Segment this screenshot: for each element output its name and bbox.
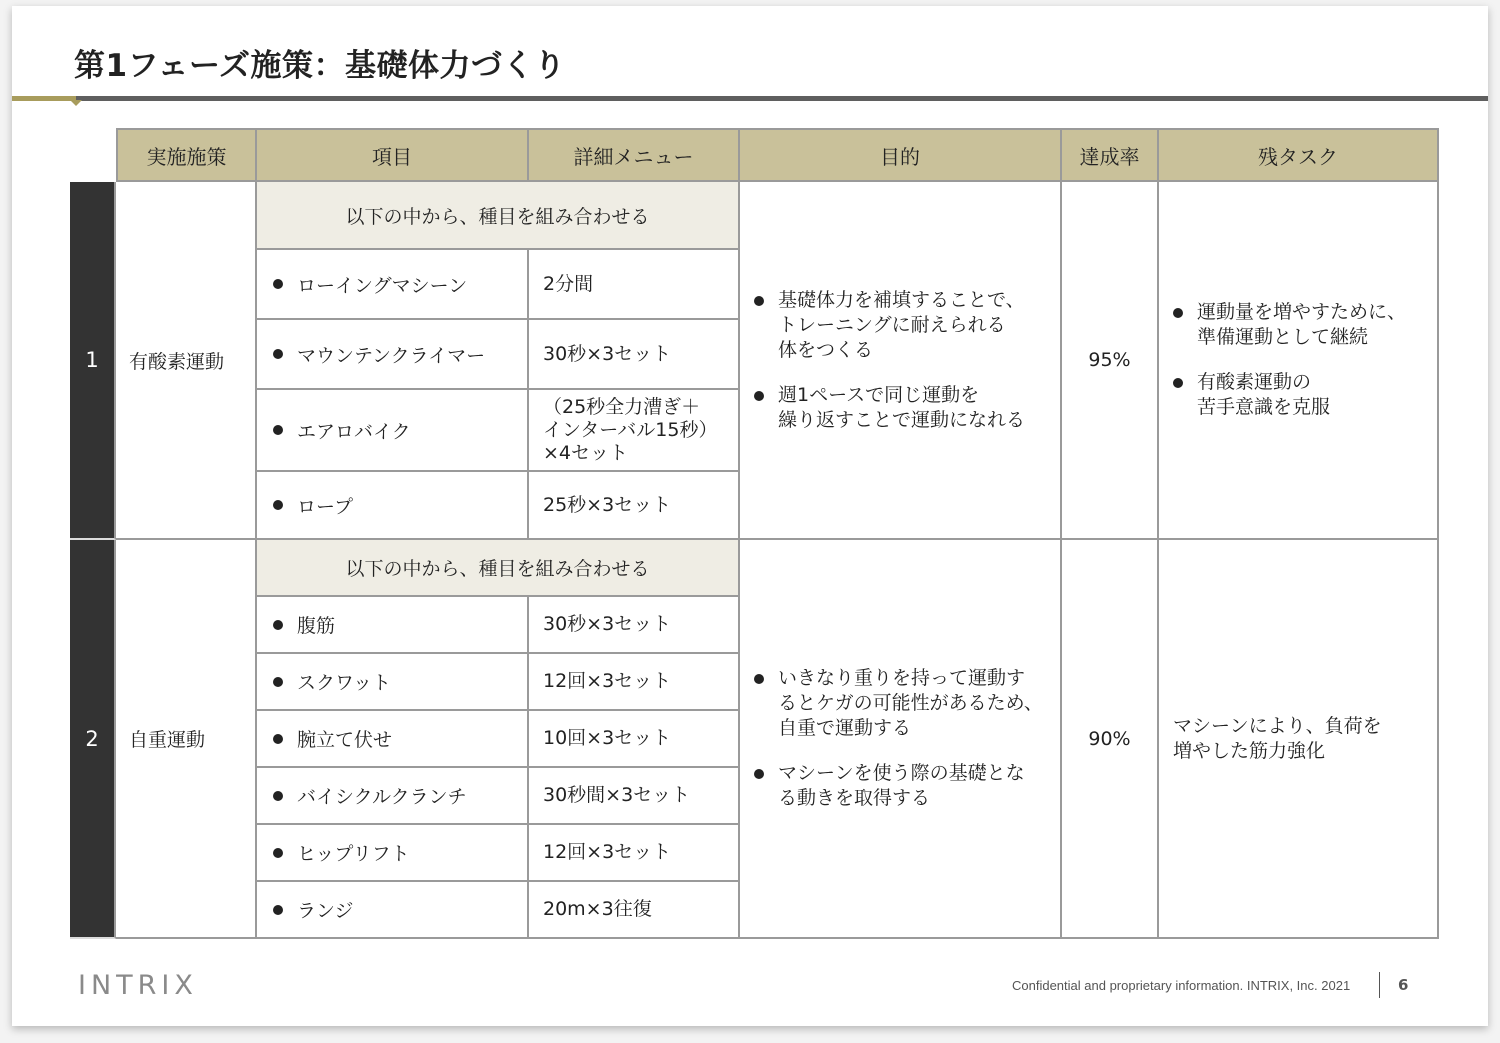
list-item: [257, 768, 529, 825]
header-item: 項目: [257, 128, 529, 182]
bullet-icon: [273, 500, 283, 510]
bullet-icon: [273, 425, 283, 435]
achievement-rate: 90%: [1062, 540, 1159, 939]
task-text: マシーンにより、負荷を 増やした筋力強化: [1159, 540, 1439, 939]
header-measure: 実施施策: [116, 128, 257, 182]
item-label: マウンテンクライマー: [297, 344, 486, 367]
item-detail: 25秒×3セット: [529, 472, 740, 540]
header-detail-menu: 詳細メニュー: [529, 128, 740, 182]
purpose-item: [754, 666, 1043, 741]
page-title: 第1フェーズ施策：基礎体力づくり: [74, 48, 566, 84]
title-rule-accent: [12, 96, 76, 101]
item-label: ローイングマシーン: [297, 274, 468, 297]
purpose-item: [754, 383, 1025, 433]
item-detail: 30秒×3セット: [529, 597, 740, 654]
list-item: [257, 825, 529, 882]
bullet-icon: [273, 734, 283, 744]
item-detail: 2分間: [529, 250, 740, 320]
header-purpose: 目的: [740, 128, 1062, 182]
title-rule-notch: [70, 100, 82, 106]
list-item: [257, 654, 529, 711]
bullet-icon: [273, 905, 283, 915]
header-remaining-tasks: 残タスク: [1159, 128, 1439, 182]
purpose-list: [740, 540, 1062, 939]
title-rule: [76, 96, 1488, 101]
purpose-text: 週1ペースで同じ運動を 繰り返すことで運動になれる: [778, 383, 1026, 431]
task-list: [1159, 182, 1439, 540]
purpose-item: [754, 288, 1025, 363]
item-label: 腕立て伏せ: [297, 729, 393, 751]
bullet-icon: [754, 674, 764, 684]
list-item: [257, 711, 529, 768]
list-item: [257, 597, 529, 654]
confidential-note: Confidential and proprietary information. INTRIX, Inc. 2021: [1012, 978, 1351, 993]
bullet-icon: [754, 769, 764, 779]
list-item: [257, 472, 529, 540]
item-detail: （25秒全力漕ぎ＋ インターバル15秒） ×4セット: [529, 390, 740, 472]
purpose-text: いきなり重りを持って運動す るとケガの可能性があるため、 自重で運動する: [778, 667, 1043, 739]
item-detail: 30秒間×3セット: [529, 768, 740, 825]
bullet-icon: [1173, 308, 1183, 318]
row-number: 1: [70, 182, 116, 540]
page-number: 6: [1398, 976, 1409, 994]
purpose-text: 基礎体力を補填することで、 トレーニングに耐えられる 体をつくる: [778, 288, 1025, 361]
item-label: スクワット: [297, 672, 392, 694]
bullet-icon: [754, 391, 764, 401]
sub-header: 以下の中から、種目を組み合わせる: [257, 182, 740, 250]
task-item: [1173, 300, 1406, 350]
bullet-icon: [273, 620, 283, 630]
item-detail: 12回×3セット: [529, 825, 740, 882]
purpose-list: [740, 182, 1062, 540]
item-detail: 30秒×3セット: [529, 320, 740, 390]
list-item: [257, 390, 529, 472]
row-number: 2: [70, 540, 116, 939]
plan-table: [70, 128, 1442, 942]
item-label: エアロバイク: [297, 420, 411, 443]
purpose-text: マシーンを使う際の基礎とな る動きを取得する: [778, 762, 1025, 809]
item-label: ランジ: [297, 900, 354, 922]
header-blank: [70, 128, 116, 182]
item-label: バイシクルクランチ: [297, 786, 467, 808]
item-detail: 20m×3往復: [529, 882, 740, 939]
slide: [12, 6, 1488, 1026]
bullet-icon: [273, 677, 283, 687]
achievement-rate: 95%: [1062, 182, 1159, 540]
bullet-icon: [273, 279, 283, 289]
item-detail: 10回×3セット: [529, 711, 740, 768]
task-text: 運動量を増やすために、 準備運動として継続: [1197, 301, 1407, 348]
task-item: [1173, 370, 1330, 420]
bullet-icon: [273, 791, 283, 801]
task-text: 有酸素運動の 苦手意識を克服: [1197, 371, 1331, 418]
measure-name: 有酸素運動: [116, 182, 257, 540]
bullet-icon: [273, 848, 283, 858]
footer-divider: [1379, 972, 1380, 998]
item-label: ロープ: [297, 495, 354, 518]
list-item: [257, 882, 529, 939]
sub-header: 以下の中から、種目を組み合わせる: [257, 540, 740, 597]
list-item: [257, 250, 529, 320]
list-item: [257, 320, 529, 390]
measure-name: 自重運動: [116, 540, 257, 939]
item-label: ヒップリフト: [297, 843, 410, 865]
item-label: 腹筋: [297, 615, 336, 637]
item-detail: 12回×3セット: [529, 654, 740, 711]
bullet-icon: [754, 296, 764, 306]
purpose-item: [754, 761, 1025, 811]
bullet-icon: [273, 349, 283, 359]
bullet-icon: [1173, 378, 1183, 388]
company-logo: INTRIX: [78, 970, 198, 1001]
header-rate: 達成率: [1062, 128, 1159, 182]
